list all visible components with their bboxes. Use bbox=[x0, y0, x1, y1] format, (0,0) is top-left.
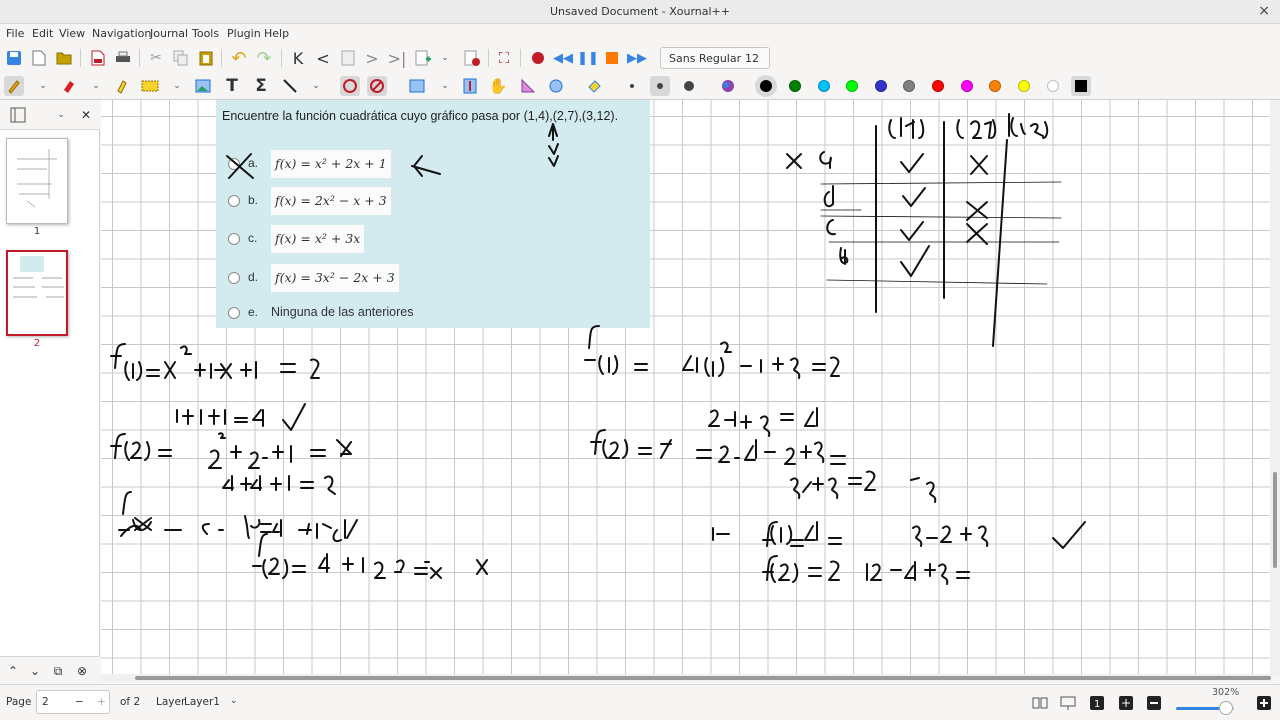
last-page-icon[interactable]: >| bbox=[387, 48, 407, 68]
menu-bar bbox=[0, 24, 1280, 44]
option-formula: f(x) = x² + 3x bbox=[271, 225, 364, 253]
rewind-icon[interactable]: ◀◀ bbox=[553, 50, 573, 66]
chevron-down-icon[interactable]: ⌄ bbox=[441, 53, 449, 63]
font-name: Sans Regular bbox=[669, 52, 742, 65]
presentation-icon[interactable] bbox=[1058, 693, 1078, 713]
page-label: Page bbox=[6, 696, 32, 708]
color-black[interactable] bbox=[760, 80, 772, 92]
chevron-down-icon[interactable]: ⌄ bbox=[92, 81, 100, 91]
shape-line-icon[interactable] bbox=[280, 76, 300, 96]
pen-icon[interactable] bbox=[4, 76, 24, 96]
font-size: 12 bbox=[745, 52, 759, 65]
horizontal-scrollbar[interactable] bbox=[101, 674, 1270, 682]
redo-icon[interactable]: ↷ bbox=[256, 47, 272, 69]
image-icon[interactable] bbox=[193, 76, 213, 96]
handwritten-ink-layer bbox=[101, 100, 1270, 676]
pause-icon[interactable]: ❚❚ bbox=[577, 50, 599, 66]
color-cyan[interactable] bbox=[818, 80, 830, 92]
delete-page-icon[interactable] bbox=[462, 48, 482, 68]
page-preview-sidebar bbox=[0, 100, 100, 684]
chevron-down-icon[interactable]: ⌄ bbox=[441, 81, 449, 91]
zoom-level: 302% bbox=[1212, 687, 1240, 698]
tools-toolbar bbox=[0, 72, 1280, 100]
ink-arrow bbox=[412, 156, 440, 176]
page-number-2: 2 bbox=[33, 338, 41, 349]
close-icon[interactable]: × bbox=[1258, 3, 1270, 19]
option-letter: a. bbox=[248, 156, 259, 170]
latex-icon[interactable]: Σ bbox=[255, 76, 267, 96]
menu-help[interactable]: Help bbox=[264, 27, 290, 40]
zoom-fit-icon[interactable] bbox=[1116, 693, 1136, 713]
custom-color-icon[interactable] bbox=[1071, 76, 1091, 96]
paste-icon[interactable] bbox=[196, 48, 216, 68]
zoom-out-icon[interactable] bbox=[1144, 693, 1164, 713]
color-green[interactable] bbox=[789, 80, 801, 92]
page-thumbnail-preview bbox=[8, 252, 68, 336]
dual-page-icon[interactable] bbox=[1030, 693, 1050, 713]
color-red[interactable] bbox=[932, 80, 944, 92]
sidebar-layout-icon[interactable] bbox=[8, 105, 28, 125]
zoom-slider[interactable] bbox=[1176, 707, 1224, 710]
option-formula: f(x) = x² + 2x + 1 bbox=[271, 150, 391, 178]
fullscreen-icon[interactable]: ⛶ bbox=[498, 49, 510, 67]
zoom-in-icon[interactable] bbox=[1254, 693, 1274, 713]
title-bar bbox=[0, 0, 1280, 24]
previous-page-icon[interactable]: < bbox=[316, 48, 330, 68]
goto-page-icon[interactable] bbox=[338, 48, 358, 68]
color-magenta[interactable] bbox=[961, 80, 973, 92]
font-selector[interactable] bbox=[660, 47, 770, 69]
delete-page-icon[interactable]: ⊗ bbox=[76, 664, 88, 678]
page-thumbnail-1[interactable] bbox=[6, 138, 68, 224]
record-icon[interactable] bbox=[528, 48, 548, 68]
option-text: Ninguna de las anteriores bbox=[271, 305, 414, 319]
zoom-slider-knob[interactable] bbox=[1219, 701, 1233, 715]
first-page-icon[interactable]: K bbox=[292, 48, 304, 68]
close-sidebar-icon[interactable]: ✕ bbox=[80, 108, 92, 122]
color-picker-icon[interactable] bbox=[718, 76, 738, 96]
save-icon[interactable] bbox=[4, 48, 24, 68]
chevron-down-icon[interactable]: ⌄ bbox=[57, 110, 65, 120]
fill-icon[interactable] bbox=[584, 76, 604, 96]
chevron-down-icon[interactable]: ⌄ bbox=[29, 664, 41, 678]
window-title: Unsaved Document - Xournal++ bbox=[550, 5, 730, 18]
sidebar-footer bbox=[0, 656, 100, 684]
fast-forward-icon[interactable]: ▶▶ bbox=[627, 50, 647, 66]
svg-text:1: 1 bbox=[1094, 699, 1101, 710]
page-thumbnail-preview bbox=[7, 139, 68, 224]
text-tool-icon[interactable]: T bbox=[226, 76, 238, 96]
duplicate-page-icon[interactable]: ⧉ bbox=[53, 663, 63, 678]
quiz-question: Encuentre la función cuadrática cuyo gráfico pasa por (1,4),(2,7),(3,12). bbox=[222, 109, 619, 123]
option-formula: f(x) = 2x² − x + 3 bbox=[271, 187, 391, 215]
next-page-icon[interactable]: > bbox=[365, 48, 379, 68]
print-icon[interactable] bbox=[113, 48, 133, 68]
menu-navigation[interactable]: Navigation bbox=[92, 27, 152, 40]
layer-select[interactable]: Layer1 bbox=[184, 696, 220, 708]
highlighter-icon[interactable] bbox=[111, 76, 131, 96]
thick-size-icon[interactable] bbox=[679, 76, 699, 96]
chevron-down-icon[interactable]: ⌄ bbox=[39, 81, 47, 91]
chevron-down-icon[interactable]: ⌄ bbox=[312, 81, 320, 91]
page-input[interactable]: 2 bbox=[42, 696, 49, 708]
page-thumbnail-2[interactable] bbox=[6, 250, 68, 336]
export-pdf-icon[interactable] bbox=[88, 48, 108, 68]
color-blue[interactable] bbox=[875, 80, 887, 92]
cut-icon[interactable]: ✂ bbox=[150, 50, 162, 66]
select-region-icon[interactable] bbox=[140, 76, 160, 96]
layer-label: Layer bbox=[156, 696, 186, 708]
color-lime[interactable] bbox=[846, 80, 858, 92]
copy-icon[interactable] bbox=[171, 48, 191, 68]
compass-icon[interactable] bbox=[546, 76, 566, 96]
set-square-icon[interactable] bbox=[518, 76, 538, 96]
menu-plugin[interactable]: Plugin bbox=[227, 27, 261, 40]
open-folder-icon[interactable] bbox=[54, 48, 74, 68]
increment-icon[interactable]: + bbox=[97, 696, 106, 708]
vertical-space-icon[interactable] bbox=[460, 76, 480, 96]
stop-icon[interactable] bbox=[602, 48, 622, 68]
ruler-icon[interactable] bbox=[367, 76, 387, 96]
thin-size-icon[interactable] bbox=[622, 76, 642, 96]
undo-icon[interactable]: ↶ bbox=[231, 47, 247, 69]
option-letter: d. bbox=[248, 270, 259, 284]
main-toolbar bbox=[0, 44, 1280, 72]
option-letter: b. bbox=[248, 193, 259, 207]
option-letter: c. bbox=[248, 231, 258, 245]
chevron-down-icon[interactable]: ⌄ bbox=[173, 81, 181, 91]
menu-edit[interactable]: Edit bbox=[32, 27, 54, 40]
color-gray[interactable] bbox=[903, 80, 915, 92]
menu-tools[interactable]: Tools bbox=[192, 27, 220, 40]
menu-file[interactable]: File bbox=[6, 27, 25, 40]
ink-cross-a bbox=[227, 154, 253, 178]
ink-checks bbox=[549, 124, 558, 166]
page-spinner[interactable] bbox=[36, 690, 110, 714]
menu-journal[interactable]: Journal bbox=[150, 27, 189, 40]
vertical-scrollbar[interactable] bbox=[1270, 100, 1280, 676]
eraser-icon[interactable] bbox=[58, 76, 78, 96]
color-white[interactable] bbox=[1047, 80, 1059, 92]
hand-icon[interactable]: ✋ bbox=[488, 77, 508, 95]
sidebar-header bbox=[0, 100, 100, 130]
color-orange[interactable] bbox=[989, 80, 1001, 92]
insert-page-icon[interactable] bbox=[413, 48, 433, 68]
chevron-down-icon[interactable]: ⌄ bbox=[230, 696, 238, 706]
menu-view[interactable]: View bbox=[59, 27, 86, 40]
new-document-icon[interactable] bbox=[29, 48, 49, 68]
shape-recognizer-icon[interactable] bbox=[340, 76, 360, 96]
document-canvas[interactable] bbox=[101, 100, 1270, 676]
page-count: of 2 bbox=[120, 696, 141, 708]
rectangle-icon[interactable] bbox=[407, 76, 427, 96]
page-number-1: 1 bbox=[33, 226, 41, 237]
option-formula: f(x) = 3x² − 2x + 3 bbox=[271, 264, 399, 292]
medium-size-icon[interactable] bbox=[650, 76, 670, 96]
option-letter: e. bbox=[248, 305, 259, 319]
color-yellow[interactable] bbox=[1018, 80, 1030, 92]
zoom-100-icon[interactable] bbox=[1087, 693, 1107, 713]
decrement-icon[interactable]: − bbox=[75, 696, 84, 708]
chevron-up-icon[interactable]: ⌃ bbox=[7, 664, 19, 678]
status-bar bbox=[0, 684, 1280, 720]
